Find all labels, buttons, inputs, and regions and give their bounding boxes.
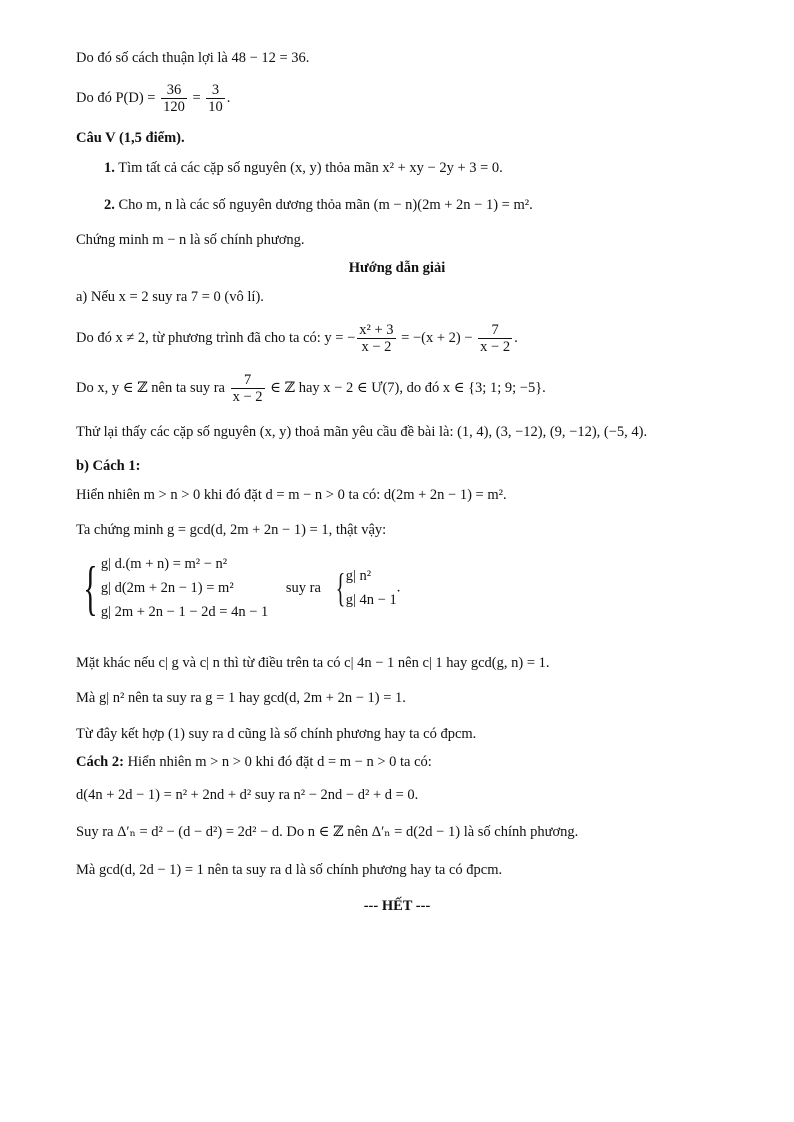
- system-rows: [346, 564, 397, 612]
- heading-text: Hướng dẫn giải: [348, 260, 446, 276]
- text: Do x, y ∈ ℤ nên ta suy ra: [76, 380, 225, 396]
- numerator: x² + 3: [359, 322, 394, 339]
- text-line: d(4n + 2d − 1) = n² + 2nd + d² suy ra n² − 2nd − d² + d = 0.: [76, 787, 419, 803]
- system-row: g| 2m + 2n − 1 − 2d = 4n − 1: [100, 604, 269, 620]
- denominator: 10: [208, 99, 223, 116]
- period: .: [226, 90, 231, 106]
- text-line: Ta chứng minh g = gcd(d, 2m + 2n − 1) = 1, thật vậy:: [76, 522, 387, 538]
- text-line: Suy ra Δ′ₙ = d² − (d − d²) = 2d² − d. Do n ∈ ℤ nên Δ′ₙ = d(2d − 1) là số chính phương.: [76, 824, 579, 840]
- probability-line: [76, 80, 230, 116]
- text-line: Chứng minh m − n là số chính phương.: [76, 232, 305, 248]
- numerator: 7: [231, 372, 265, 389]
- text: Hiển nhiên m > n > 0 khi đó đặt d = m − n > 0 ta có:: [127, 754, 432, 770]
- equation-system: [76, 552, 400, 624]
- system-rows: [101, 552, 268, 624]
- question-1: [104, 158, 503, 178]
- text-line: a) Nếu x = 2 suy ra 7 = 0 (vô lí).: [76, 289, 264, 305]
- fraction: [231, 372, 265, 405]
- period: .: [514, 330, 518, 346]
- equation-line: [76, 318, 518, 358]
- fraction: [161, 82, 187, 115]
- question-number: 1.: [104, 160, 115, 176]
- numerator: 7: [478, 322, 512, 339]
- system-row: g| n²: [345, 568, 372, 584]
- text: Do đó: [76, 90, 112, 106]
- question-number: 2.: [104, 197, 115, 213]
- end-text: --- HẾT ---: [363, 898, 431, 914]
- fraction: [357, 322, 395, 355]
- method-2-line: [76, 752, 432, 772]
- text-line: Do đó số cách thuận lợi là 48 − 12 = 36.: [76, 50, 310, 66]
- left-brace: {: [83, 555, 98, 621]
- system-row: g| d.(m + n) = m² − n²: [100, 556, 228, 572]
- denominator: x − 2: [480, 339, 511, 356]
- text-line: Mặt khác nếu c| g và c| n thì từ điều trên ta có c| 4n − 1 nên c| 1 hay gcd(g, n) = 1.: [76, 655, 550, 671]
- system-right: [331, 564, 397, 612]
- text-line: Thử lại thấy các cặp số nguyên (x, y) thoả mãn yêu cầu đề bài là: (1, 4), (3, −12), (9, −12), (−5, 4).: [76, 424, 648, 440]
- denominator: x − 2: [232, 389, 263, 406]
- system-row: g| d(2m + 2n − 1) = m²: [100, 580, 234, 596]
- fraction: [478, 322, 512, 355]
- text: suy ra: [285, 579, 321, 596]
- text-line: Từ đây kết hợp (1) suy ra d cũng là số chính phương hay ta có đpcm.: [76, 726, 477, 742]
- numerator: 3: [206, 82, 225, 99]
- system-left: [76, 552, 268, 624]
- text: Do đó x ≠ 2, từ phương trình đã cho ta có: y = −: [76, 330, 356, 346]
- section-heading: [76, 128, 185, 148]
- equals: =: [192, 90, 201, 106]
- denominator: 120: [163, 99, 185, 116]
- equation-line: [76, 368, 546, 408]
- end-marker: [0, 896, 794, 916]
- text-line: Mà gcd(d, 2d − 1) = 1 nên ta suy ra d là số chính phương hay ta có đpcm.: [76, 862, 503, 878]
- text: ∈ ℤ hay x − 2 ∈ Ư(7), do đó x ∈ {3; 1; 9; −5}.: [270, 380, 546, 396]
- denominator: x − 2: [361, 339, 392, 356]
- numerator: 36: [161, 82, 187, 99]
- period: .: [396, 579, 401, 596]
- question-2: [104, 195, 533, 215]
- solution-heading: [0, 258, 794, 278]
- formula: P(D) =: [115, 90, 156, 106]
- heading-text: Câu V (1,5 điểm).: [76, 130, 185, 146]
- text-line: Hiển nhiên m > n > 0 khi đó đặt d = m − n > 0 ta có: d(2m + 2n − 1) = m².: [76, 487, 507, 503]
- left-brace: {: [335, 565, 345, 610]
- part-heading: [76, 456, 140, 476]
- system-row: g| 4n − 1: [345, 592, 397, 608]
- heading-text: b) Cách 1:: [76, 458, 141, 474]
- formula: = −(x + 2) −: [401, 330, 473, 346]
- fraction: [206, 82, 225, 115]
- heading-text: Cách 2:: [76, 754, 124, 770]
- question-text: Cho m, n là các số nguyên dương thỏa mãn (m − n)(2m + 2n − 1) = m².: [118, 197, 533, 213]
- question-text: Tìm tất cả các cặp số nguyên (x, y) thỏa mãn x² + xy − 2y + 3 = 0.: [118, 160, 503, 176]
- text-line: Mà g| n² nên ta suy ra g = 1 hay gcd(d, 2m + 2n − 1) = 1.: [76, 690, 406, 706]
